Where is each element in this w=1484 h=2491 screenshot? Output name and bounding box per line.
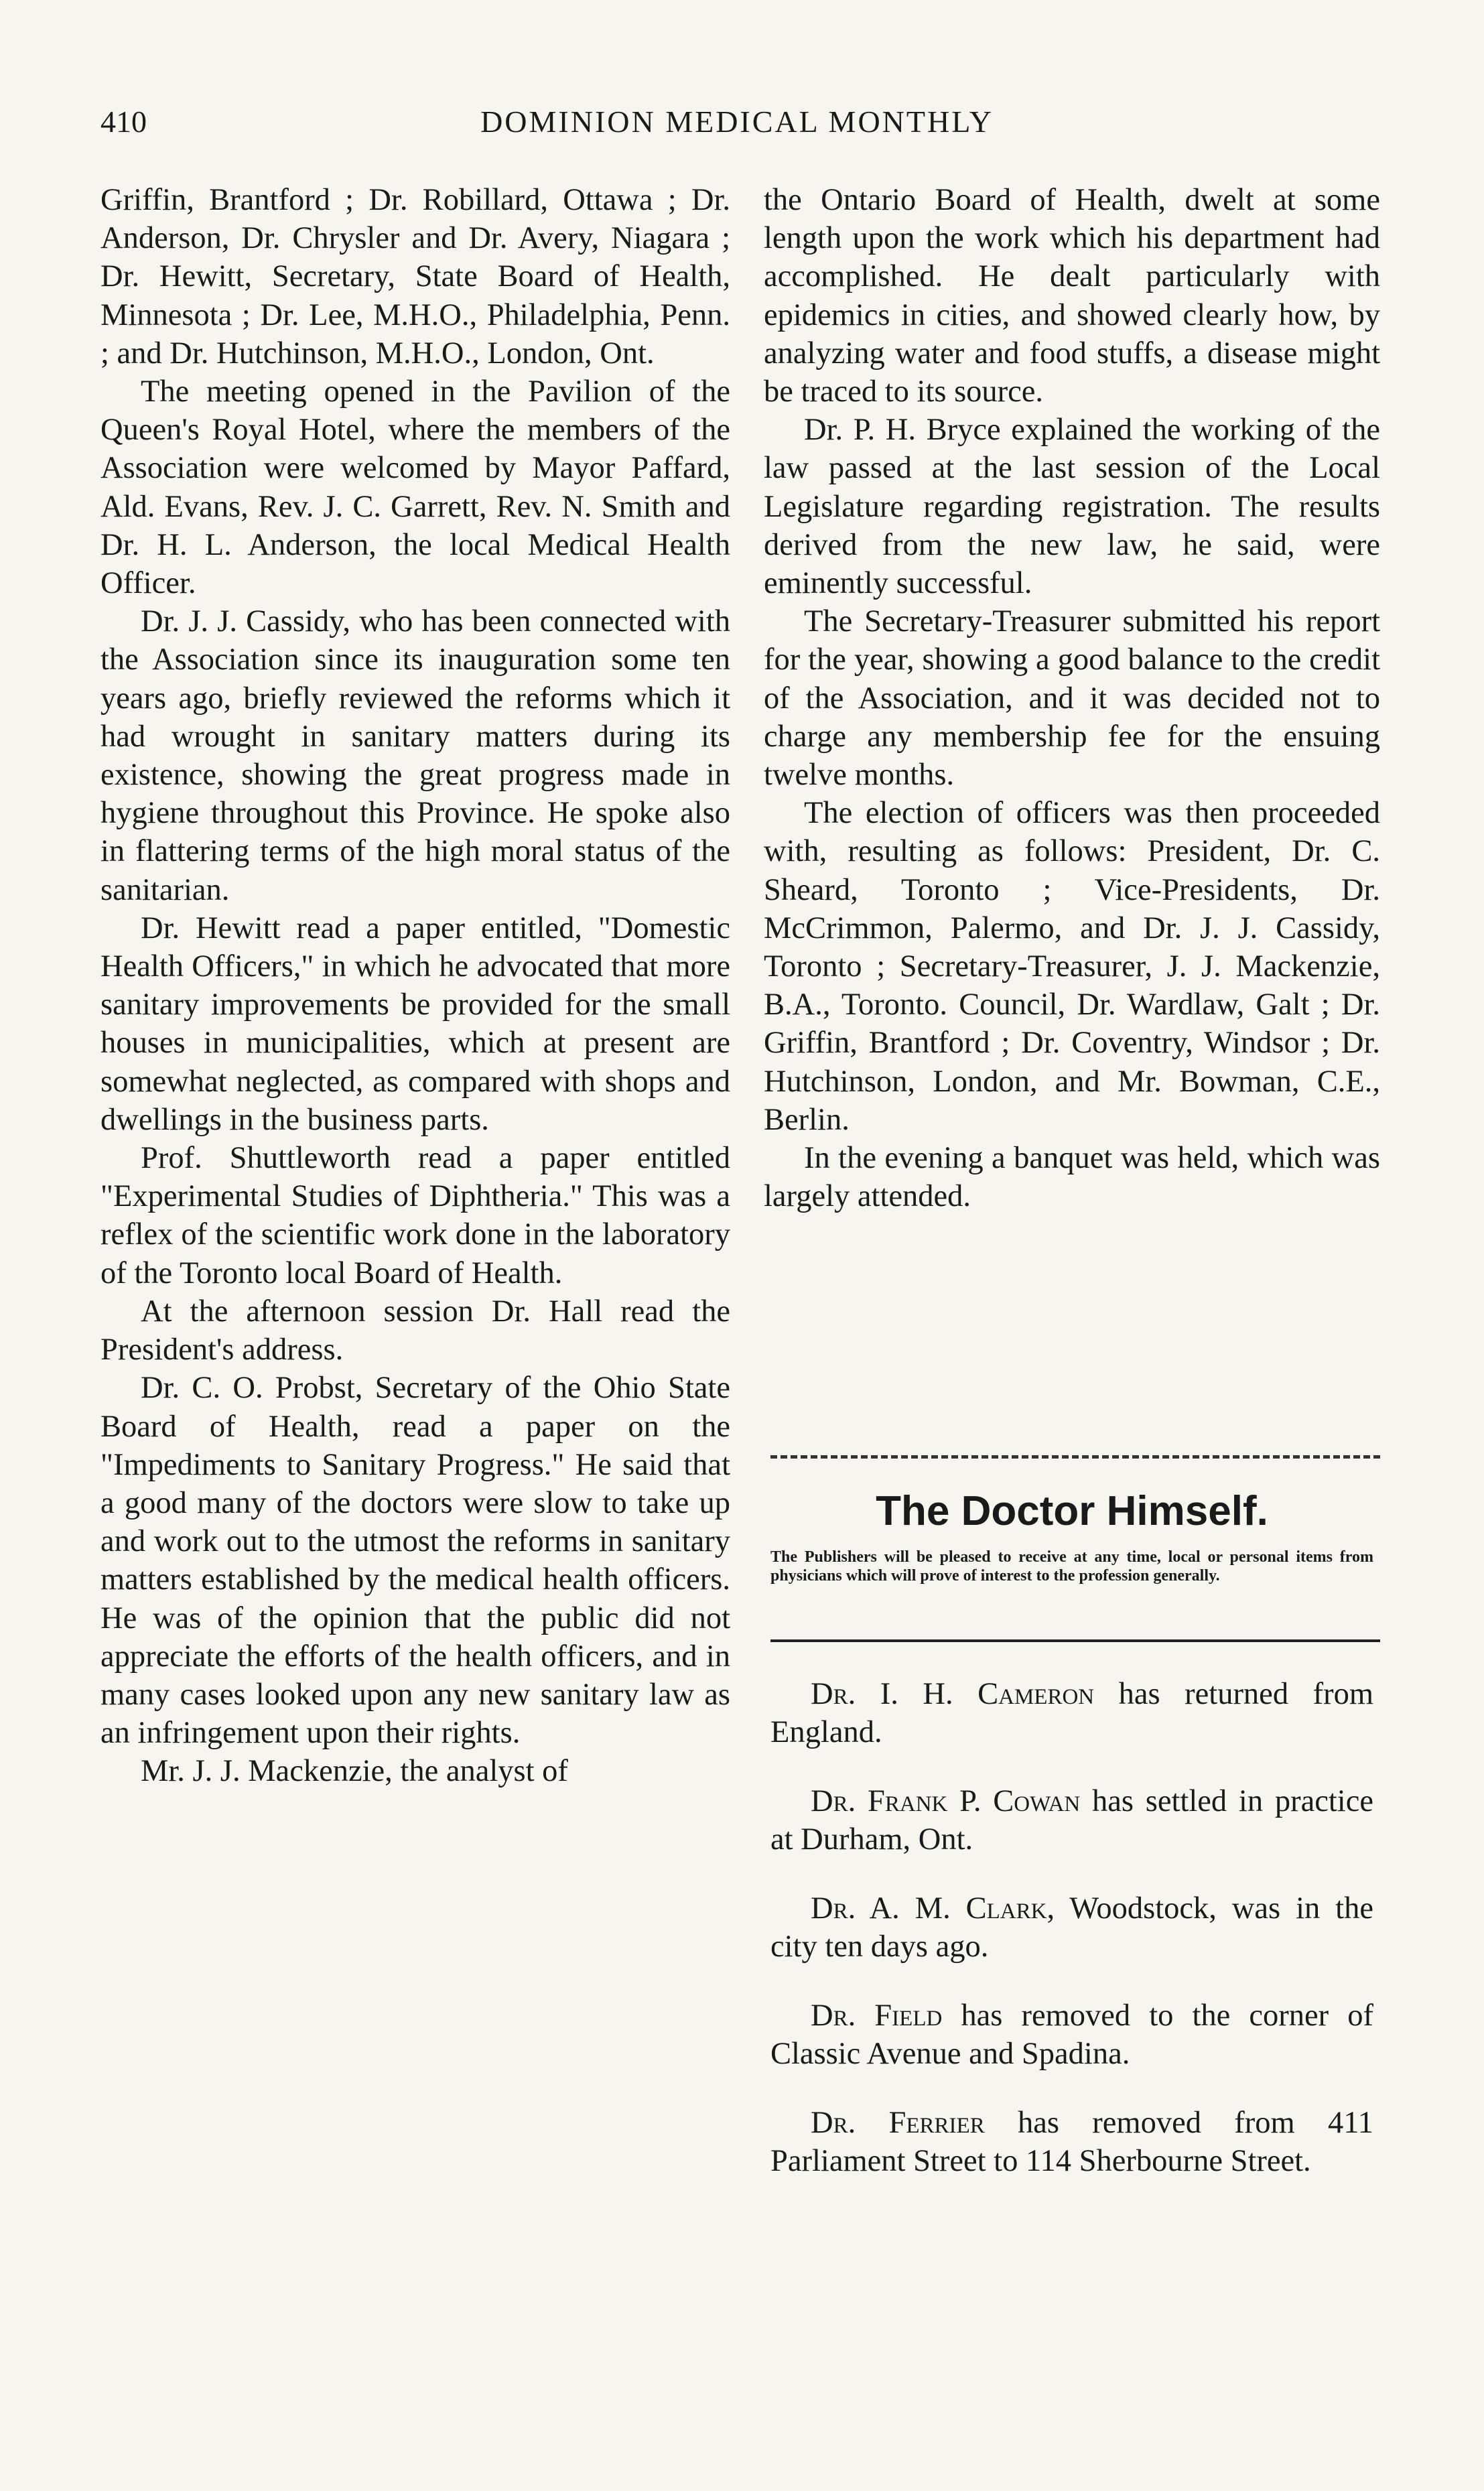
- page-header: [100, 104, 1373, 151]
- running-title: DOMINION MEDICAL MONTHLY: [480, 105, 994, 139]
- paragraph: The Secretary-Treasurer submitted his report for the year, showing a good balance to the credit of the Association, and it was decided not to charge any membership fee for the ensuing twelve months.: [764, 604, 1380, 793]
- news-item: [770, 2104, 1373, 2180]
- paragraph: The meeting opened in the Pavilion of the Queen's Royal Hotel, where the members of the Association were welcomed by Mayor Paffard, Ald. Evans, Rev. J. C. Garrett, Rev. N. Smith and Dr. H. L. Anderson, the local Medical Health Officer.: [100, 375, 730, 601]
- news-item-text: has removed from 411 Parliament Street to 114 Sherbourne Street.: [770, 2106, 1373, 2178]
- news-item: [770, 1997, 1373, 2073]
- news-item-name: Dr. I. H. Cameron: [811, 1677, 1095, 1711]
- news-item-text: has returned from England.: [770, 1677, 1373, 1749]
- left-column: [100, 181, 730, 1791]
- news-item-name: Dr. Field: [811, 1999, 943, 2033]
- section-rule: [770, 1639, 1380, 1642]
- paragraph: Dr. J. J. Cassidy, who has been connected with the Association since its inauguration some ten years ago, briefly reviewed the reforms which it had wrought in sanitary matters during its existence, showing the great progress made in hygiene throughout this Province. He spoke also in flattering terms of the high moral status of the sanitarian.: [100, 604, 730, 907]
- section-divider: [770, 1455, 1380, 1459]
- page-number: 410: [100, 105, 147, 139]
- news-item: [770, 1782, 1373, 1859]
- section-heading: The Doctor Himself.: [876, 1488, 1268, 1534]
- paragraph: Dr. Hewitt read a paper entitled, "Domestic Health Officers," in which he advocated that more sanitary improvements be provided for the small houses in municipalities, which at present are somewhat neglected, as compared with shops and dwellings in the business parts.: [100, 911, 730, 1137]
- paragraph: Dr. C. O. Probst, Secretary of the Ohio State Board of Health, read a paper on the "Impediments to Sanitary Progress." He said that a good many of the doctors were slow to take up and work out to the utmost the reforms in sanitary matters established by the medical health officers. He was of the opinion that the public did not appreciate the efforts of the health officers, and in many cases looked upon any new sanitary law as an infringement upon their rights.: [100, 1371, 730, 1751]
- news-item-text: has removed to the corner of Classic Avenue and Spadina.: [770, 1999, 1373, 2071]
- paragraph: Mr. J. J. Mackenzie, the analyst of: [141, 1754, 568, 1789]
- news-item-name: Dr. Ferrier: [811, 2106, 985, 2140]
- paragraph: At the afternoon session Dr. Hall read the President's address.: [100, 1294, 730, 1367]
- right-column: [764, 181, 1380, 1215]
- news-item: [770, 1889, 1373, 1966]
- news-item-text: has settled in practice at Durham, Ont.: [770, 1784, 1373, 1857]
- news-item-name: Dr. A. M. Clark: [811, 1891, 1047, 1926]
- paragraph: Griffin, Brantford ; Dr. Robillard, Ottawa ; Dr. Anderson, Dr. Chrysler and Dr. Avery, Niagara ; Dr. Hewitt, Secretary, State Board of Health, Minnesota ; Dr. Lee, M.H.O., Philadelphia, Penn. ; and Dr. Hutchinson, M.H.O., London, Ont.: [100, 183, 730, 371]
- paragraph: Dr. P. H. Bryce explained the working of the law passed at the last session of the Local Legislature regarding registration. The results derived from the new law, he said, were eminently successful.: [764, 413, 1380, 601]
- news-item: [770, 1675, 1373, 1751]
- section-note: The Publishers will be pleased to receive at any time, local or personal items from physicians which will prove of interest to the profession generally.: [770, 1548, 1373, 1585]
- paragraph: Prof. Shuttleworth read a paper entitled "Experimental Studies of Diphtheria." This was a reflex of the scientific work done in the laboratory of the Toronto local Board of Health.: [100, 1141, 730, 1290]
- paragraph: In the evening a banquet was held, which was largely attended.: [764, 1141, 1380, 1214]
- paragraph: The election of officers was then proceeded with, resulting as follows: President, Dr. C. Sheard, Toronto ; Vice-Presidents, Dr. McCrimmon, Palermo, and Dr. J. J. Cassidy, Toronto ; Secretary-Treasurer, J. J. Mackenzie, B.A., Toronto. Council, Dr. Wardlaw, Galt ; Dr. Griffin, Brantford ; Dr. Coventry, Windsor ; Dr. Hutchinson, London, and Mr. Bowman, C.E., Berlin.: [764, 796, 1380, 1137]
- paragraph: the Ontario Board of Health, dwelt at some length upon the work which his department had accomplished. He dealt particularly with epidemics in cities, and showed clearly how, by analyzing water and food stuffs, a disease might be traced to its source.: [764, 183, 1380, 409]
- news-item-text: , Woodstock, was in the city ten days ago.: [770, 1891, 1373, 1964]
- news-item-name: Dr. Frank P. Cowan: [811, 1784, 1081, 1818]
